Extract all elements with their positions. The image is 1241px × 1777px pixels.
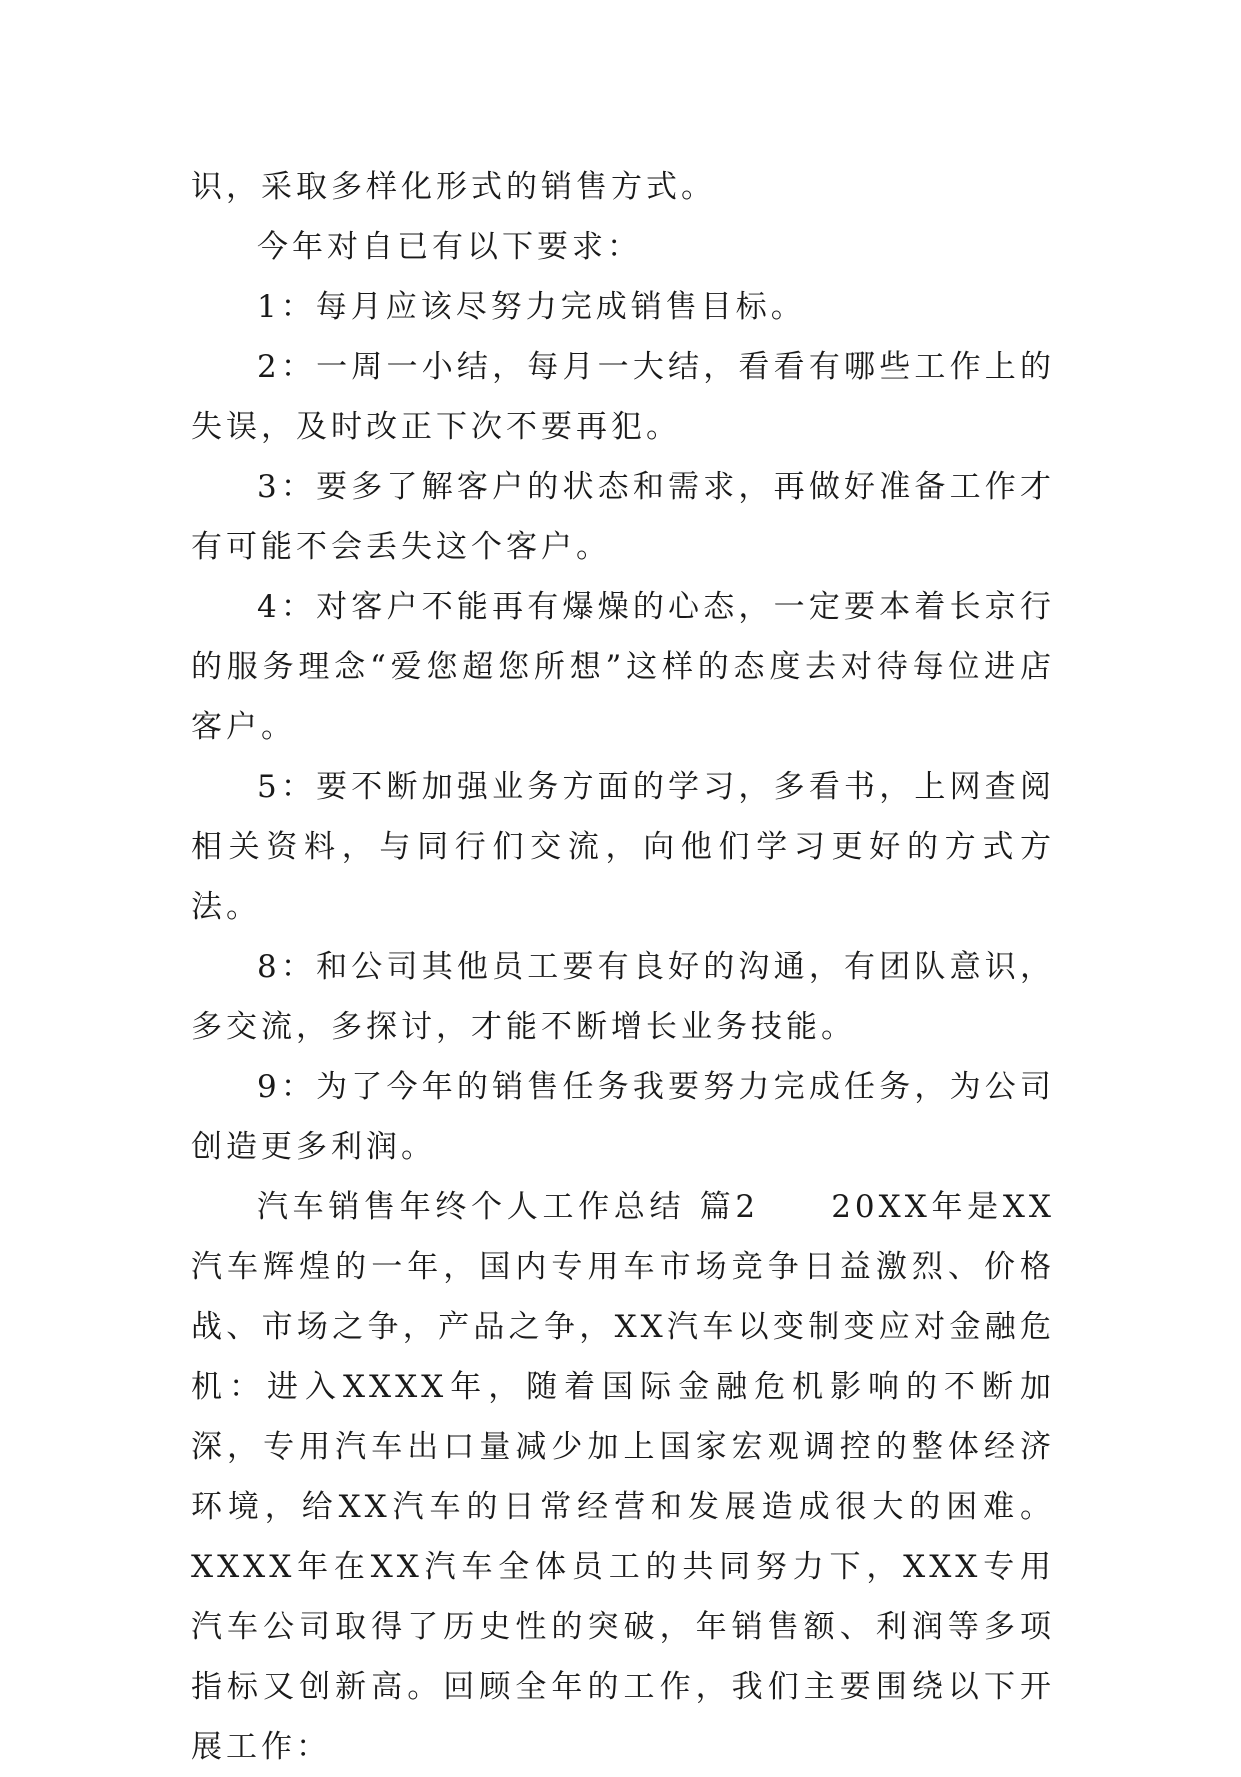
paragraph-item-4: 4：对客户不能再有爆燥的心态，一定要本着长京行的服务理念“爱您超您所想”这样的态度去对待每位进店客户。 [191, 589, 1055, 745]
paragraph-item-8: 8：和公司其他员工要有良好的沟通，有团队意识，多交流，多探讨，才能不断增长业务技能。 [191, 949, 1055, 1045]
paragraph-requirements-intro: 今年对自已有以下要求： [257, 229, 642, 265]
document-page [191, 157, 1055, 1777]
paragraph-item-1: 1：每月应该尽努力完成销售目标。 [257, 289, 806, 325]
paragraph-item-5: 5：要不断加强业务方面的学习，多看书，上网查阅相关资料，与同行们交流，向他们学习更好的方式方法。 [191, 769, 1055, 925]
paragraph-item-3: 3：要多了解客户的状态和需求，再做好准备工作才有可能不会丢失这个客户。 [191, 469, 1055, 565]
paragraph-item-9: 9：为了今年的销售任务我要努力完成任务，为公司创造更多利润。 [191, 1069, 1055, 1165]
paragraph-continuation: 识，采取多样化形式的销售方式。 [191, 169, 716, 205]
paragraph-item-2: 2：一周一小结，每月一大结，看看有哪些工作上的失误，及时改正下次不要再犯。 [191, 349, 1055, 445]
paragraph-article-2: 汽车销售年终个人工作总结 篇2 20XX年是XX汽车辉煌的一年，国内专用车市场竞争日益激烈、价格战、市场之争，产品之争，XX汽车以变制变应对金融危机：进入XXXX年，随着国际金融危机影响的不断加 深，专用汽车出口量减少加上国家宏观调控的整体经济环境，给XX汽车的日常经营和发展造成很大的困难。XXXX年在XX汽车全体员工的共同努力下，XXX专用汽车公司取得了历史性的突破，年销售额、利润等多项指标又创新高。回顾全年的工作，我们主要围绕以下开展工作： [191, 1189, 1055, 1765]
